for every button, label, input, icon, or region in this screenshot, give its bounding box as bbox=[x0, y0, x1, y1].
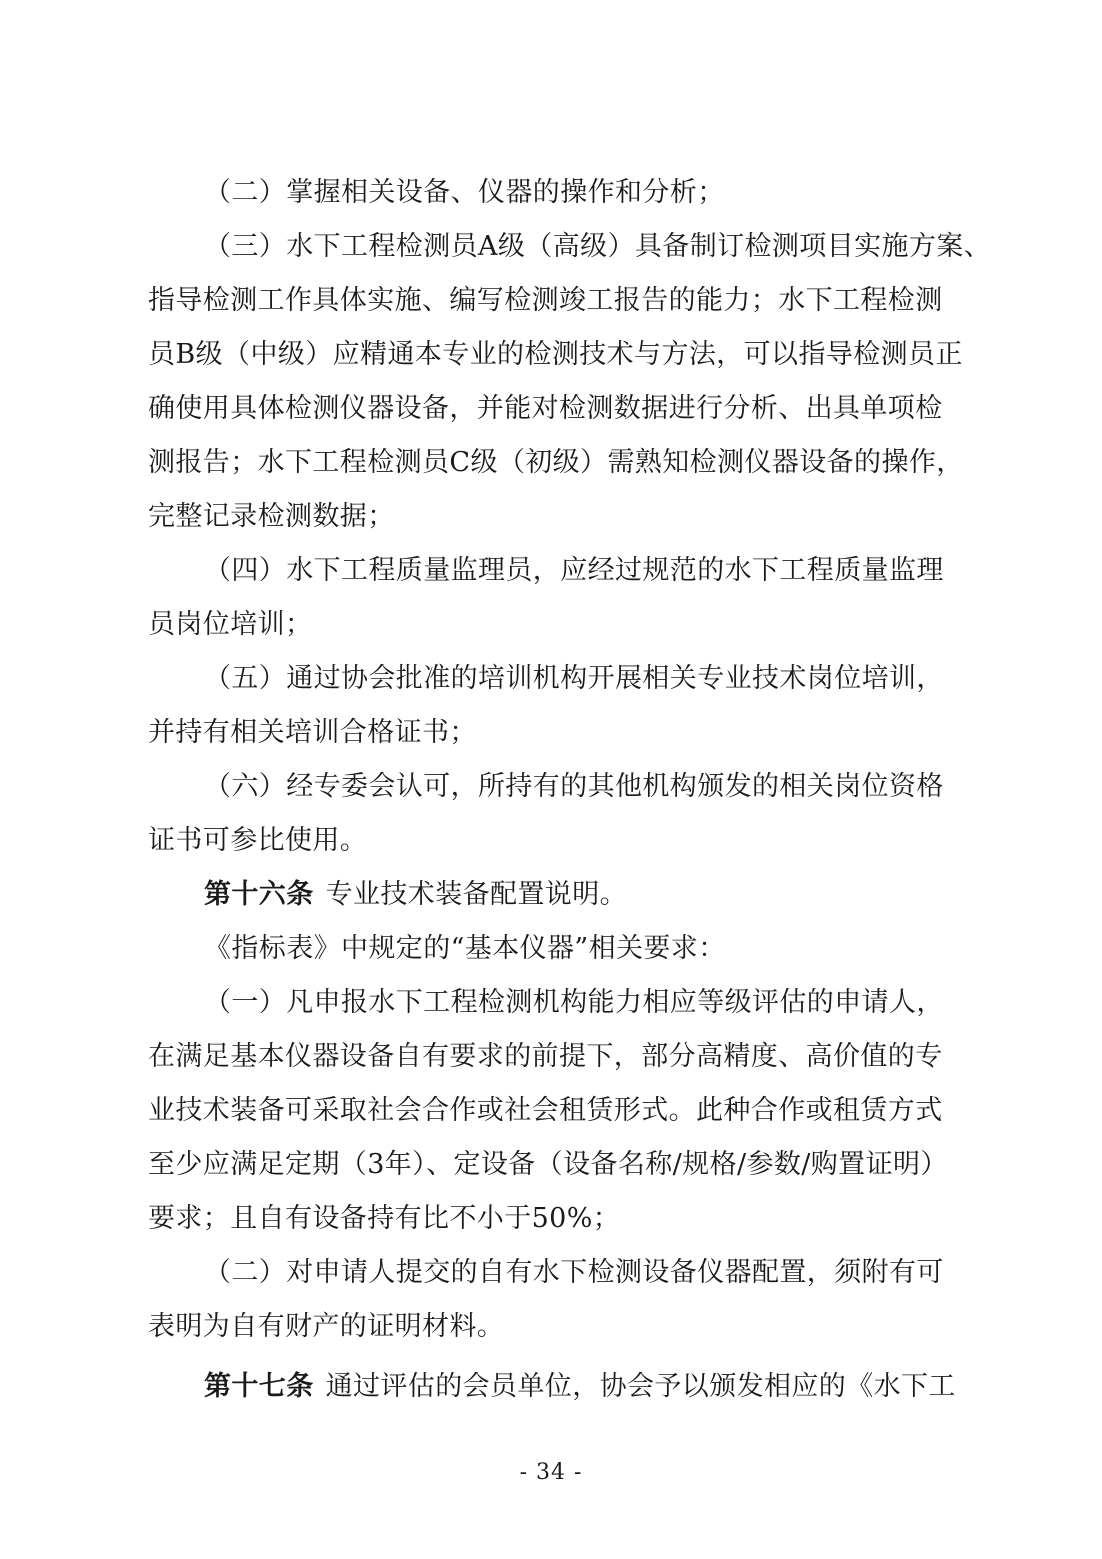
text-line: （四）水下工程质量监理员，应经过规范的水下工程质量监理 bbox=[204, 555, 944, 586]
text-line: 表明为自有财产的证明材料。 bbox=[148, 1311, 505, 1342]
article-17-text: 通过评估的会员单位，协会予以颁发相应的《水下工 bbox=[325, 1371, 956, 1402]
article-17-label: 第十七条 bbox=[204, 1371, 314, 1402]
text-line: （六）经专委会认可，所持有的其他机构颁发的相关岗位资格 bbox=[204, 771, 944, 802]
text-line: 指导检测工作具体实施、编写检测竣工报告的能力；水下工程检测 bbox=[148, 285, 943, 316]
article-16-heading bbox=[148, 868, 958, 922]
text-line: （一）凡申报水下工程检测机构能力相应等级评估的申请人， bbox=[204, 987, 944, 1018]
article-16-label: 第十六条 bbox=[204, 879, 314, 910]
text-line: 在满足基本仪器设备自有要求的前提下，部分高精度、高价值的专 bbox=[148, 1041, 943, 1072]
document-body bbox=[148, 166, 992, 1414]
text-line: 完整记录检测数据； bbox=[148, 501, 395, 532]
text-line: （二）对申请人提交的自有水下检测设备仪器配置，须附有可 bbox=[204, 1257, 944, 1288]
text-line: （五）通过协会批准的培训机构开展相关专业技术岗位培训， bbox=[204, 663, 944, 694]
text-line: 证书可参比使用。 bbox=[148, 825, 368, 856]
text-line: 并持有相关培训合格证书； bbox=[148, 717, 477, 748]
text-line: （二）掌握相关设备、仪器的操作和分析； bbox=[204, 177, 725, 208]
text-line: 业技术装备可采取社会合作或社会租赁形式。此种合作或租赁方式 bbox=[148, 1095, 943, 1126]
text-line: 要求；且自有设备持有比不小于50%； bbox=[148, 1203, 621, 1234]
text-line: 确使用具体检测仪器设备，并能对检测数据进行分析、出具单项检 bbox=[148, 393, 943, 424]
text-line: （三）水下工程检测员A级（高级）具备制订检测项目实施方案、 bbox=[204, 231, 992, 262]
page-number: - 34 - bbox=[519, 1460, 583, 1485]
text-line: 员B级（中级）应精通本专业的检测技术与方法，可以指导检测员正 bbox=[148, 339, 963, 370]
article-16-text: 专业技术装备配置说明。 bbox=[325, 879, 628, 910]
article-17-heading bbox=[148, 1360, 958, 1414]
text-line: 《指标表》中规定的“基本仪器”相关要求： bbox=[204, 933, 726, 964]
text-line: 至少应满足定期（3年）、定设备（设备名称/规格/参数/购置证明） bbox=[148, 1149, 948, 1180]
text-line: 测报告；水下工程检测员C级（初级）需熟知检测仪器设备的操作， bbox=[148, 447, 964, 478]
text-line: 员岗位培训； bbox=[148, 609, 313, 640]
